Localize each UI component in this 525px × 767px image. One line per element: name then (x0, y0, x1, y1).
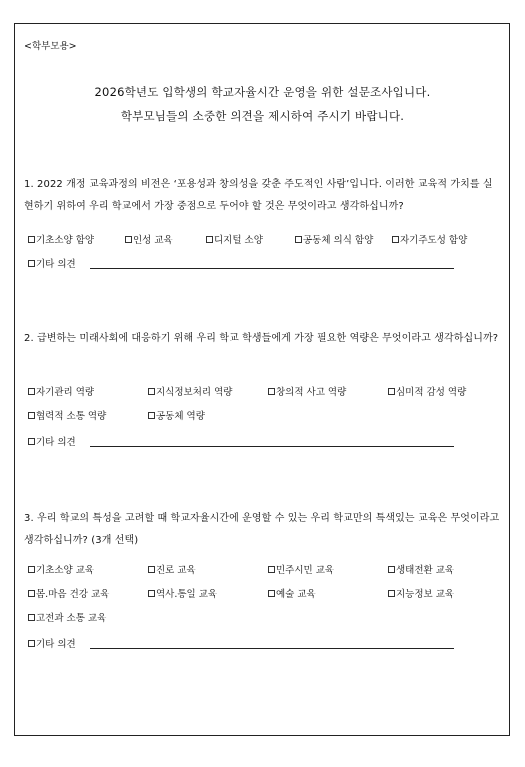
checkbox-q2-option-5[interactable]: 협력적 소통 역량 (28, 408, 106, 422)
checkbox-q3-option-6[interactable]: 역사.통일 교육 (148, 586, 217, 600)
checkbox-q1-option-4[interactable]: 공동체 의식 함양 (295, 232, 373, 246)
checkbox-icon (392, 236, 399, 243)
checkbox-q3-option-7[interactable]: 예술 교육 (268, 586, 316, 600)
checkbox-q2-other[interactable]: 기타 의견 (28, 434, 76, 448)
checkbox-icon (148, 412, 155, 419)
question-2-text: 2. 급변하는 미래사회에 대응하기 위해 우리 학교 학생들에게 가장 필요한 역량은 무엇이라고 생각하십니까? (24, 333, 499, 344)
checkbox-icon (125, 236, 132, 243)
survey-title-line2: 학부모님들의 소중한 의견을 제시하여 주시기 바랍니다. (120, 109, 405, 123)
checkbox-icon (148, 388, 155, 395)
checkbox-icon (28, 388, 35, 395)
checkbox-q3-option-4[interactable]: 생태전환 교육 (388, 562, 454, 576)
checkbox-q3-option-3[interactable]: 민주시민 교육 (268, 562, 334, 576)
checkbox-icon (388, 388, 395, 395)
checkbox-q3-other[interactable]: 기타 의견 (28, 636, 76, 650)
q2-other-answer-line[interactable] (90, 446, 454, 447)
checkbox-q2-option-2[interactable]: 지식정보처리 역량 (148, 384, 232, 398)
checkbox-icon (268, 388, 275, 395)
checkbox-icon (148, 590, 155, 597)
q3-other-answer-line[interactable] (90, 648, 454, 649)
checkbox-q1-option-3[interactable]: 디지털 소양 (206, 232, 263, 246)
checkbox-q1-option-2[interactable]: 인성 교육 (125, 232, 173, 246)
question-3-text: 3. 우리 학교의 특성을 고려할 때 학교자율시간에 운영할 수 있는 우리 학교만의 특색있는 교육은 무엇이라고 생각하십니까? (3개 선택) (24, 513, 500, 546)
checkbox-q3-option-8[interactable]: 지능정보 교육 (388, 586, 454, 600)
checkbox-q1-other[interactable]: 기타 의견 (28, 256, 76, 270)
checkbox-q3-option-5[interactable]: 몸.마음 건강 교육 (28, 586, 109, 600)
q1-other-answer-line[interactable] (90, 268, 454, 269)
checkbox-q2-option-3[interactable]: 창의적 사고 역량 (268, 384, 346, 398)
survey-title-line1: 2026학년도 입학생의 학교자율시간 운영을 위한 설문조사입니다. (94, 85, 431, 99)
checkbox-icon (28, 412, 35, 419)
checkbox-icon (268, 566, 275, 573)
checkbox-icon (388, 590, 395, 597)
checkbox-icon (148, 566, 155, 573)
checkbox-q1-option-1[interactable]: 기초소양 함양 (28, 232, 94, 246)
checkbox-icon (28, 260, 35, 267)
checkbox-icon (28, 566, 35, 573)
checkbox-icon (268, 590, 275, 597)
checkbox-q2-option-4[interactable]: 심미적 감성 역량 (388, 384, 466, 398)
checkbox-q3-option-2[interactable]: 진로 교육 (148, 562, 196, 576)
checkbox-q3-option-1[interactable]: 기초소양 교육 (28, 562, 94, 576)
checkbox-q2-option-1[interactable]: 자기관리 역량 (28, 384, 94, 398)
checkbox-icon (28, 614, 35, 621)
checkbox-q1-option-5[interactable]: 자기주도성 함양 (392, 232, 467, 246)
checkbox-icon (28, 236, 35, 243)
question-1-text: 1. 2022 개정 교육과정의 비전은 ‘포용성과 창의성을 갖춘 주도적인 사람’입니다. 이러한 교육적 가치를 실현하기 위하여 우리 학교에서 가장 중점으로 두어야 할 것은 무엇이라고 생각하십니까? (24, 179, 493, 212)
checkbox-icon (28, 590, 35, 597)
audience-tag: <학부모용> (24, 41, 77, 52)
checkbox-q2-option-6[interactable]: 공동체 역량 (148, 408, 205, 422)
checkbox-icon (206, 236, 213, 243)
checkbox-q3-option-9[interactable]: 고전과 소통 교육 (28, 610, 106, 624)
checkbox-icon (388, 566, 395, 573)
checkbox-icon (295, 236, 302, 243)
survey-sheet (14, 23, 510, 736)
checkbox-icon (28, 438, 35, 445)
checkbox-icon (28, 640, 35, 647)
